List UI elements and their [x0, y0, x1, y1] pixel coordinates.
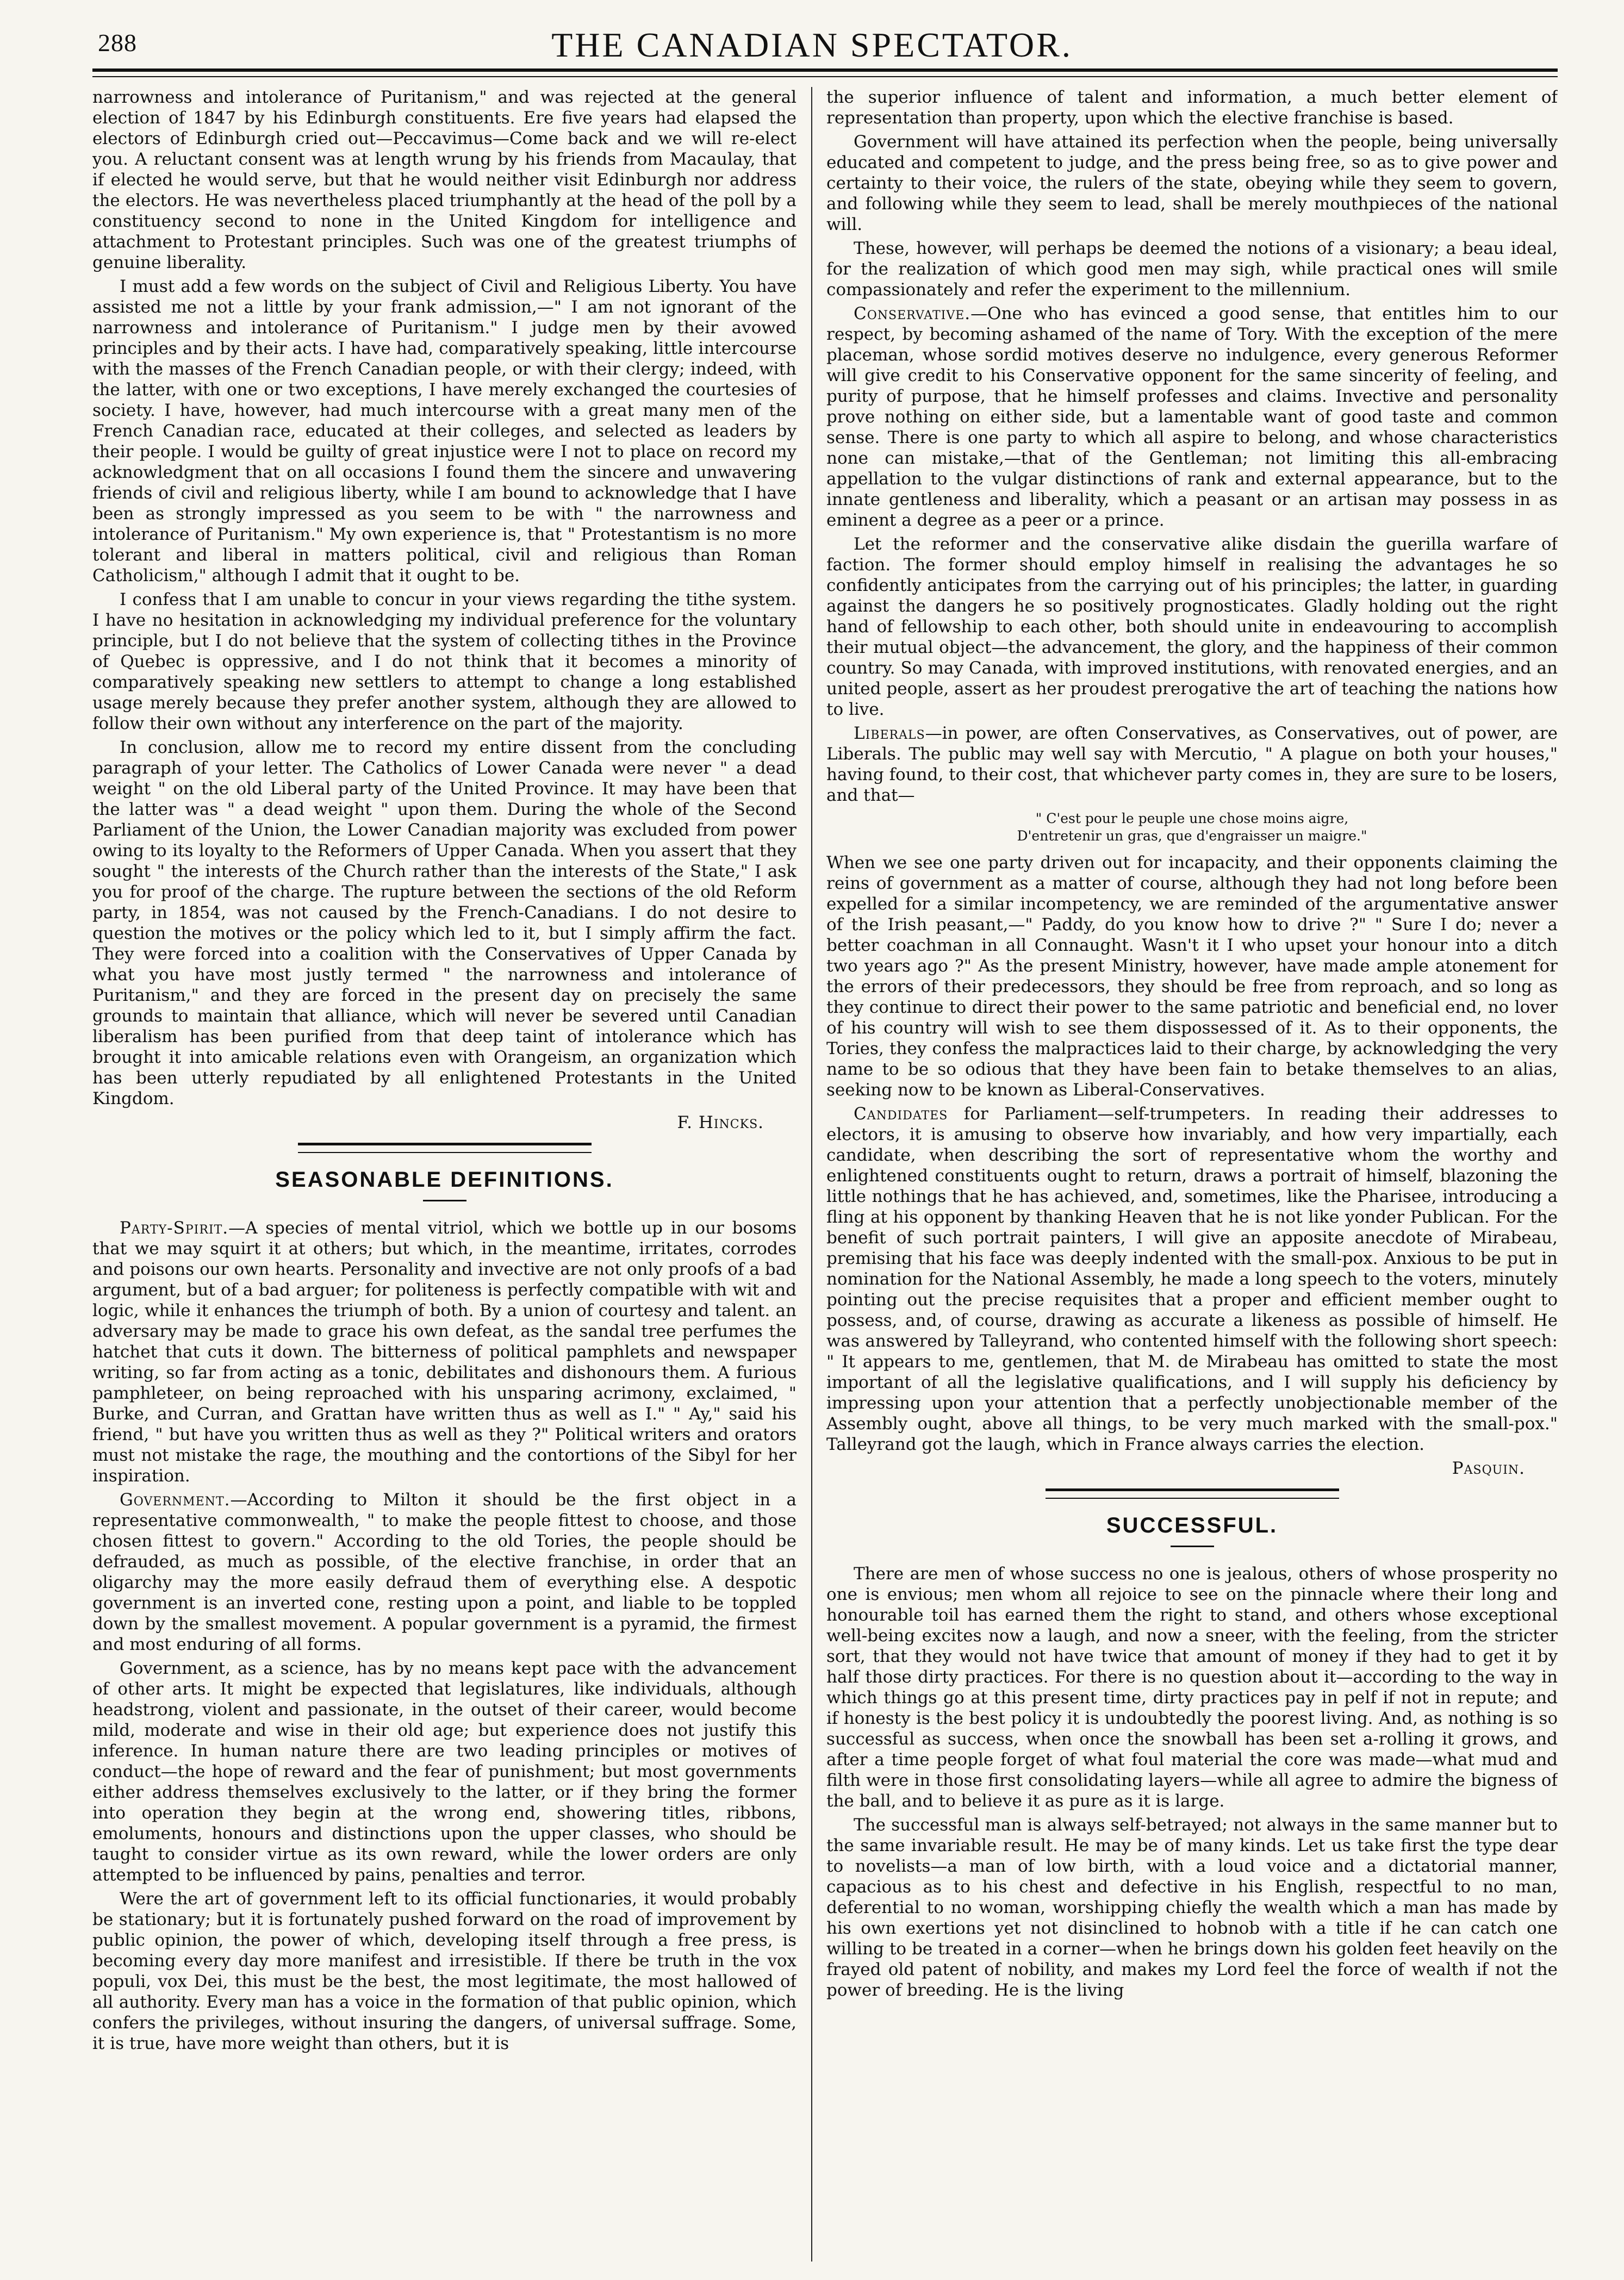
definition-text: —According to Milton it should be the first object in a representative commonwealth, " to make the people fittest to choose, and those chosen fittest to govern." According to the old Tories, the people should be defrauded, as much as possible, of the elective franchise, in order that an oligarchy may the more easily defraud them of everything else. A despotic government is an inverted cone, resting upon a point, and liable to be toppled down by the smallest movement. A popular government is a pyramid, the firmest and most enduring of all forms.	[92, 1490, 797, 1654]
definition-government	[92, 1490, 797, 1655]
letter-paragraph: I confess that I am unable to concur in your views regarding the tithe system. I have no hesitation in acknowledging my individual preference for the voluntary principle, but I do not believe that the system of collecting tithes in the Province of Quebec is oppressive, and I do not think that it becomes a minority of comparatively speaking new settlers to attempt to change a long established usage merely because they prefer another system, although they are allowed to follow their own without any interference on the part of the majority.	[92, 590, 797, 733]
left-column	[92, 87, 797, 2264]
header-rule-thin	[92, 76, 1558, 77]
quote-line: D'entretenir un gras, que d'engraisser un maigre."	[1017, 828, 1367, 844]
letter-paragraph: In conclusion, allow me to record my entire dissent from the concluding paragraph of your letter. The Catholics of Lower Canada were never " a dead weight " on the old Liberal party of the United Province. It may have been that the latter was " a dead weight " upon them. During the whole of the Second Parliament of the Union, the Lower Canadian majority was excluded from power owing to its loyalty to the Reformers of Upper Canada. When you assert that they sought " the interests of the Church rather than the interests of the State," I ask you for proof of the charge. The rupture between the sections of the old Reform party, in 1854, was not caused by the French-Canadians. I do not desire to question the motives or the policy which led to it, but I simply affirm the fact. They were forced into a coalition with the Conservatives of Upper Canada by what you have most justly termed " the narrowness and intolerance of Puritanism," and they are forced in the present day on precisely the same grounds to maintain that alliance, which will never be severed until Canadian liberalism has been purified from that deep taint of intolerance which has brought it into amicable relations even with Orangeism, an organization which has been utterly repudiated by all enlightened Protestants in the United Kingdom.	[92, 738, 797, 1108]
government-paragraph: These, however, will perhaps be deemed the notions of a visionary; a beau ideal, for the realization of which good men may sigh, while practical ones will smile compassionately and refer the experiment to the millennium.	[826, 239, 1558, 300]
liberals-paragraph: When we see one party driven out for incapacity, and their opponents claiming the reins of government as a matter of course, although they had not long before been expelled for a similar incompetency, we are reminded of the argumentative answer of the Irish peasant,—" Paddy, do you know how to drive ?" " Sure I do; never a better coachman in all Connaught. Wasn't it I who upset your honour into a ditch two years ago ?" As the present Ministry, however, have made ample atonement for the errors of their predecessors, they should be free from reproach, and so long as they continue to direct their power to the same patriotic and beneficial end, no lover of his country will wish to see them dispossessed of it. As to their opponents, the Tories, they confess the malpractices laid to their charge, by acknowledging the very name to be so odious that they have been fain to betake themselves to an alias, seeking now to be known as Liberal-Conservatives.	[826, 853, 1558, 1100]
definition-text: —in power, are often Conservatives, as Conservatives, out of power, are Liberals. The public may well say with Mercutio, " A plague on both your houses," having found, to their cost, that whichever party comes in, they are sure to be losers, and that—	[826, 724, 1558, 805]
journal-title: THE CANADIAN SPECTATOR.	[551, 26, 1073, 64]
definition-term: Government.	[120, 1490, 231, 1510]
definition-text: —One who has evinced a good sense, that entitles him to our respect, by becoming ashamed of the name of Tory. With the exception of the mere placeman, whose sordid motives deserve no indulgence, every generous Reformer will give credit to his Conservative opponent for the same sincerity of feeling, and purity of purpose, that he himself professes and claims. Invective and personality prove nothing on either side, but a lamentable want of good taste and common sense. There is one party to which all aspire to belong, and whose characteristics none can mistake,—that of the Gentleman; not limiting this all-embracing appellation to the vulgar distinctions of rank and external appearance, but to the innate gentleness and liberality, which a peasant or an artisan may possess in as eminent a degree as a peer or a prince.	[826, 304, 1558, 530]
header-rule	[92, 68, 1558, 72]
definition-term: Party-Spirit.	[120, 1218, 229, 1238]
definition-term: Liberals	[854, 724, 925, 743]
letter-paragraph: narrowness and intolerance of Puritanism," and was rejected at the general election of 1847 by his Edinburgh constituents. Ere five years had elapsed the electors of Edinburgh cried out—Peccavimus—Come back and we will re-elect you. A reluctant consent was at length wrung by his friends from Macaulay, that if elected he would serve, but that he would neither visit Edinburgh nor address the electors. He was nevertheless placed triumphantly at the head of the poll by a constituency second to none in the United Kingdom for intelligence and attachment to Protestant principles. Such was one of the greatest triumphs of genuine liberality.	[92, 88, 797, 272]
letter-paragraph: I must add a few words on the subject of Civil and Religious Liberty. You have assisted me not a little by your frank admission,—" I am not ignorant of the narrowness and intolerance of Puritanism." I judge men by their avowed principles and by their acts. I have had, comparatively speaking, little intercourse with the masses of the French Canadian people, or with their clergy; indeed, with the latter, with one or two exceptions, I have merely exchanged the courtesies of society. I have, however, had much intercourse with a great many men of the French Canadian race, educated at their colleges, and selected as leaders by their people. I would be guilty of great injustice were I not to place on record my acknowledgment that on all occasions I found them the sincere and unwavering friends of civil and religious liberty, while I am bound to acknowledge that I have been as strongly impressed as you seem to be with " the narrowness and intolerance of Puritanism." My own experience is, that " Protestantism is no more tolerant and liberal in matters political, civil and religious than Roman Catholicism," although I admit that it ought to be.	[92, 277, 797, 585]
section-short-rule	[1171, 1546, 1214, 1547]
french-quote	[826, 810, 1558, 845]
definitions-signature: Pasquin.	[1452, 1459, 1525, 1478]
definition-text: for Parliament—self-trumpeters. In reading their addresses to electors, it is amusing to observe how invariably, and how very impartially, each candidate, when describing the sort of representative whom the worthy and enlightened constituents ought to return, draws a portrait of himself, blazoning the little nothings that he has achieved, and, sometimes, like the Pharisee, introducing a fling at his opponent by thanking Heaven that he is not like yonder Publican. For the benefit of such portrait painters, I will give an apposite anecdote of Mirabeau, premising that his face was deeply indented with the small-pox. Anxious to be put in nomination for the National Assembly, he made a long speech to the voters, minutely pointing out the precise requisites that a proper and efficient member ought to possess, and, of course, drawing as accurate a likeness as possible of himself. He was answered by Talleyrand, who contented himself with the following short speech: " It appears to me, gentlemen, that M. de Mirabeau has omitted to state the most important of all the legislative qualifications, and I will supply his deficiency by impressing upon your attention that a perfectly unobjectionable member of the Assembly ought, above all things, to be very much marked with the small-pox." Talleyrand got the laugh, which in France always carries the election.	[826, 1104, 1558, 1454]
section-title-seasonable-definitions: SEASONABLE DEFINITIONS.	[275, 1168, 614, 1192]
definition-paragraph: Let the reformer and the conservative alike disdain the guerilla warfare of faction. The former should employ himself in realising the advantages he so confidently anticipates from the carrying out of his principles; the latter, in guarding against the dangers he so positively prognosticates. Gladly holding out the right hand of fellowship to each other, both should unite in endeavouring to accomplish their mutual object—the advancement, the glory, and the happiness of their common country. So may Canada, with improved institutions, with renovated energies, and an united people, assert as her proudest prerogative the art of teaching the nations how to live.	[826, 534, 1558, 719]
successful-paragraph: There are men of whose success no one is jealous, others of whose prosperity no one is envious; men whom all rejoice to see on the pinnacle where their long and honourable toil has earned them the right to stand, and others whose exceptional well-being excites now a laugh, and now a sneer, with the feeling, from the stricter sort, that they would not have twice that amount of money if they had to get it by half those dirty practices. For there is no question about it—according to the way in which things go at this present time, dirty practices pay in pelf if not in repute; and if honesty is the best policy it is undoubtedly the poorest living. And, as nothing is so successful as success, when once the snowball has been set a-rolling it grows, and after a time people forget of what foul material the core was made—what mud and filth were in those first consolidating layers—while all agree to admire the bigness of the ball, and to believe it as pure as it is large.	[826, 1564, 1558, 1811]
page-number: 288	[98, 29, 137, 57]
government-paragraph: Government, as a science, has by no means kept pace with the advancement of other arts. It might be expected that legislatures, like individuals, although headstrong, violent and passionate, in the outset of their career, would become mild, moderate and wise in their old age; but experience does not justify this inference. In human nature there are two leading principles or motives of conduct—the hope of reward and the fear of punishment; but most governments either address themselves exclusively to the latter, or if they bring the former into operation they begin at the wrong end, showering titles, ribbons, emoluments, honours and distinctions upon the upper classes, who should be taught to consider virtue as its own reward, while the lower orders are only attempted to be influenced by pains, penalties and terror.	[92, 1659, 797, 1885]
successful-paragraph: The successful man is always self-betrayed; not always in the same manner but to the same invariable result. He may be of many kinds. Let us take first the type dear to novelists—a man of low birth, with a loud voice and a dictatorial manner, capacious as to his chest and defective in his English, respectful to no man, deferential to no woman, worshipping chiefly the wealth which a man has made by his own exertions yet not disinclined to hobnob with a title if he can catch one willing to be treated in a corner—when he brings down his golden feet heavily on the frayed old patent of nobility, and makes my Lord feel the force of wealth if not the power of breeding. He is the living	[826, 1815, 1558, 2000]
definition-liberals	[826, 723, 1558, 806]
definition-candidates	[826, 1104, 1558, 1455]
section-rule	[298, 1143, 592, 1153]
definition-term: Candidates	[854, 1104, 948, 1124]
letter-signature: F. Hincks.	[677, 1113, 764, 1132]
definition-text: —A species of mental vitriol, which we bottle up in our bosoms that we may squirt it at others; but which, in the meantime, irritates, corrodes and poisons our own hearts. Personality and invective are not only proofs of a bad argument, but of a bad arguer; for politeness is perfectly compatible with wit and logic, while it enhances the triumph of both. By a union of courtesy and talent. an adversary may be made to grace his own defeat, as the sandal tree perfumes the hatchet that cuts it down. The bitterness of political pamphlets and newspaper writing, so far from acting as a tonic, debilitates and dishonours them. A furious pamphleteer, on being reproached with his unsparing acrimony, exclaimed, " Burke, and Curran, and Grattan have written thus as well as I." " Ay," said his friend, " but have you written thus as well as they ?" Political writers and orators must not mistake the rage, the mouthing and the contortions of the Sibyl for her inspiration.	[92, 1218, 797, 1486]
quote-line: " C'est pour le peuple une chose moins aigre,	[1035, 811, 1349, 826]
section-rule	[1046, 1488, 1339, 1499]
government-paragraph: the superior influence of talent and information, a much better element of representation than property, upon which the elective franchise is based.	[826, 88, 1558, 128]
section-title-successful: SUCCESSFUL.	[1106, 1513, 1278, 1537]
government-paragraph: Government will have attained its perfection when the people, being universally educated and competent to judge, and the press being free, so as to give power and certainty to their voice, the rulers of the state, obeying while they seem to govern, and following while they seem to lead, shall be merely mouthpieces of the national will.	[826, 132, 1558, 234]
definition-conservative	[826, 303, 1558, 531]
section-short-rule	[423, 1200, 466, 1201]
government-paragraph: Were the art of government left to its official functionaries, it would probably be stationary; but it is fortunately pushed forward on the road of improvement by public opinion, the power of which, developing itself through a free press, is becoming every day more manifest and irresistible. If there be truth in the vox populi, vox Dei, this must be the best, the most legitimate, the most hallowed of all authority. Every man has a voice in the formation of that public opinion, which confers the privileges, without insuring the dangers, of universal suffrage. Some, it is true, have more weight than others, but it is	[92, 1889, 797, 2053]
right-column	[826, 87, 1558, 2264]
definition-party-spirit	[92, 1218, 797, 1486]
column-divider	[811, 87, 812, 2262]
definition-term: Conservative.	[854, 304, 971, 323]
